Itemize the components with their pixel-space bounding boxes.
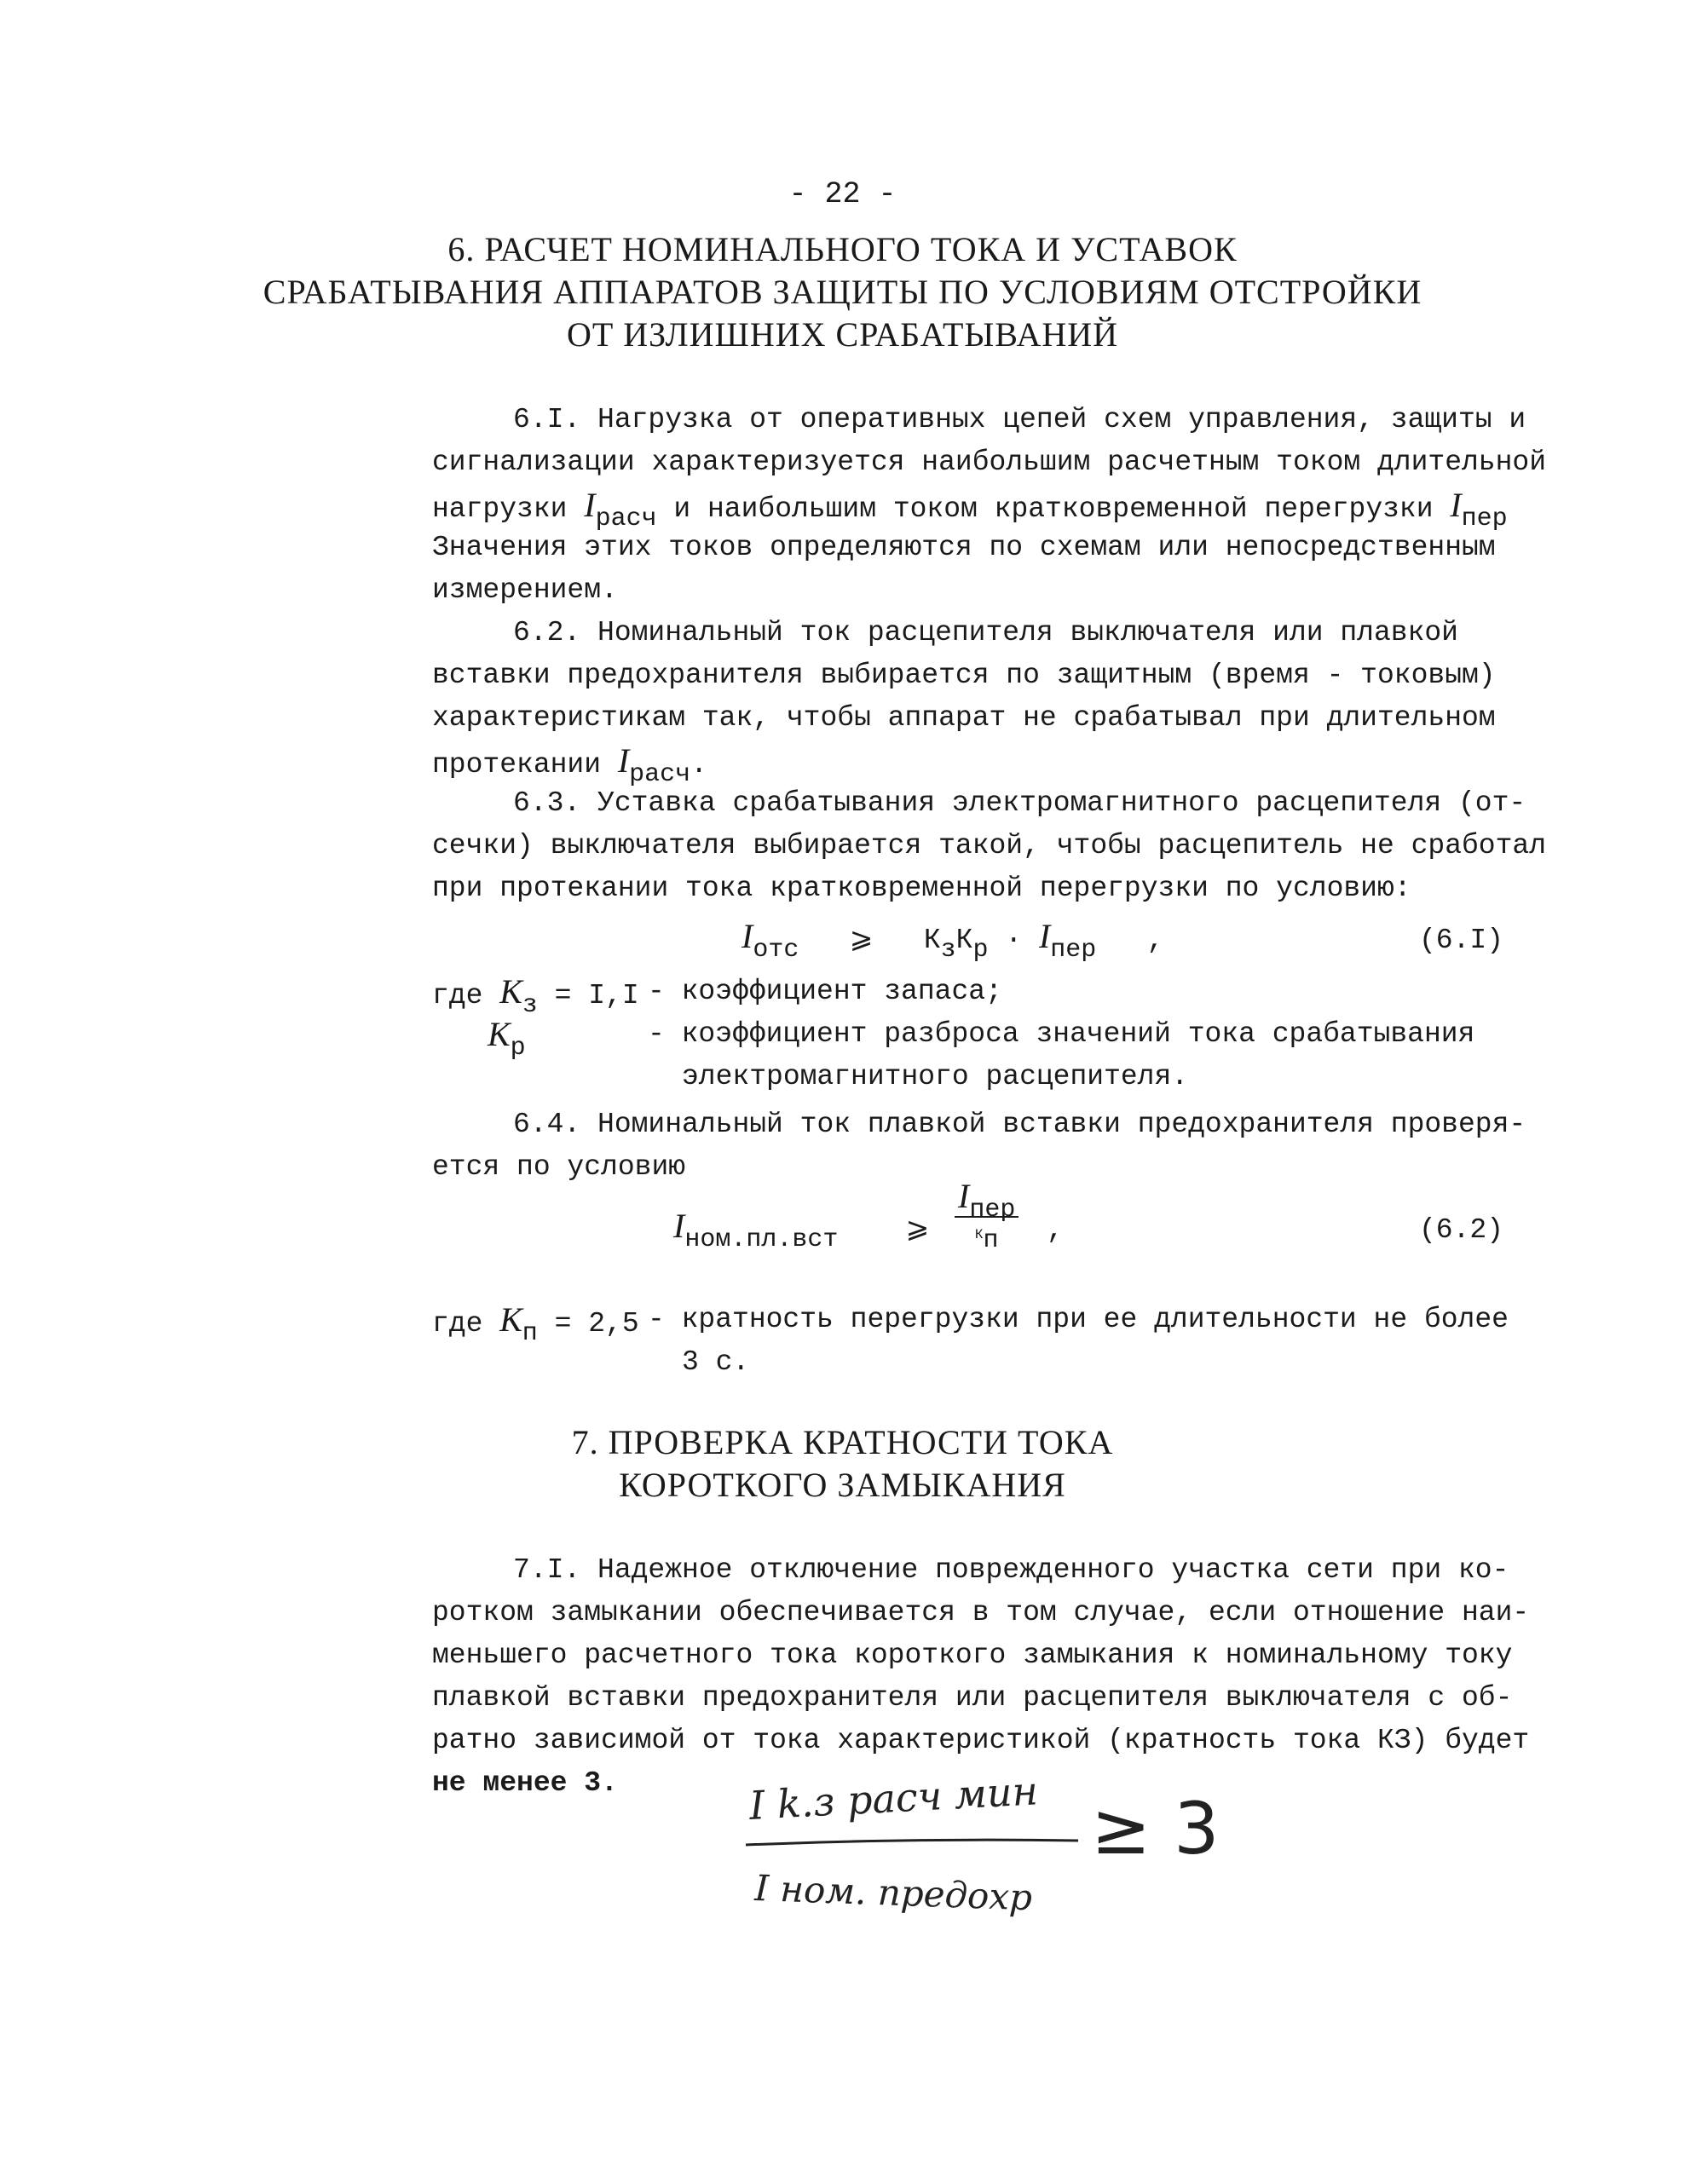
where-kp-symbol: $К_р$ xyxy=(488,1015,526,1063)
text-line: 6.I. Нагрузка от оперативных цепей схем управления, защиты и xyxy=(513,404,1526,435)
text-line: 7.I. Надежное отключение поврежденного участка сети при ко- xyxy=(513,1554,1509,1586)
page-number: - 22 - xyxy=(788,177,897,211)
text-line: нагрузки $I_{расч}$ и наибольшим током кратковременной перегрузки $I_{пер}$ xyxy=(432,486,1508,533)
where-kn-desc-line1: - кратность перегрузки при ее длительности не более xyxy=(648,1304,1509,1335)
section-6-title-line: 6. РАСЧЕТ НОМИНАЛЬНОГО ТОКА И УСТАВОК xyxy=(447,230,1238,268)
symbol-i: I xyxy=(617,741,630,780)
text-line: Значения этих токов определяются по схемам или непосредственным xyxy=(432,532,1496,563)
text-line: плавкой вставки предохранителя или расцепителя выключателя с об- xyxy=(432,1682,1513,1714)
text-line: 6.4. Номинальный ток плавкой вставки предохранителя проверя- xyxy=(513,1109,1526,1140)
paragraph-6-1 xyxy=(432,399,1587,612)
where-k3: где $К_з = I,I$ xyxy=(432,972,639,1020)
text-line: 6.3. Уставка срабатывания электромагнитного расцепителя (от- xyxy=(513,787,1526,819)
handwritten-fraction-bar xyxy=(746,1840,1078,1845)
formula-6-2-left: $I_{ном.пл.вст}$ ⩾ xyxy=(673,1207,930,1254)
text-line: ратно зависимой от тока характеристикой (кратность тока КЗ) будет xyxy=(432,1725,1530,1756)
text-line: измерением. xyxy=(432,574,618,606)
text-line: не менее 3. xyxy=(432,1767,618,1799)
paragraph-6-2 xyxy=(432,612,1587,789)
symbol-i: I xyxy=(584,486,596,524)
where-kp-desc-line2: электромагнитного расцепителя. xyxy=(682,1061,1189,1092)
text-line: характеристикам так, чтобы аппарат не срабатывал при длительном xyxy=(432,702,1496,734)
section-7-title-line: КОРОТКОГО ЗАМЫКАНИЯ xyxy=(619,1466,1066,1504)
formula-6-2-fraction: $I_{пер}$ $К_п$ xyxy=(955,1176,1019,1247)
equation-number-6-2: (6.2) xyxy=(1419,1214,1504,1246)
where-kp-desc-line1: - коэффициент разброса значений тока срабатывания xyxy=(648,1018,1475,1050)
text-line: при протекании тока кратковременной перегрузки по условию: xyxy=(432,873,1411,904)
handwritten-relation: ≥ 3 xyxy=(1091,1787,1220,1870)
where-kn-desc-line2: 3 с. xyxy=(682,1346,750,1378)
where-k3-desc: - коэффициент запаса; xyxy=(648,976,1002,1007)
text-line: протекании $I_{расч}$. xyxy=(432,741,707,789)
handwritten-denominator: I ном. предохр xyxy=(753,1867,1033,1919)
symbol-i: I xyxy=(1450,486,1462,524)
where-kn: где $К_п = 2,5$ xyxy=(432,1300,639,1348)
handwritten-numerator: I k.з расч мин xyxy=(747,1767,1040,1829)
text-line: ется по условию xyxy=(432,1151,686,1183)
handwritten-formula xyxy=(742,1760,1270,1939)
text-line: сечки) выключателя выбирается такой, чтобы расцепитель не сработал xyxy=(432,830,1547,861)
paragraph-6-3 xyxy=(432,782,1587,910)
text-line: меньшего расчетного тока короткого замыкания к номинальному току xyxy=(432,1639,1513,1671)
text-line: сигнализации характеризуется наибольшим расчетным током длительной xyxy=(432,447,1547,478)
section-6-title-line: СРАБАТЫВАНИЯ АППАРАТОВ ЗАЩИТЫ ПО УСЛОВИЯМ ОТСТРОЙКИ xyxy=(263,273,1422,311)
text-line: ротком замыкании обеспечивается в том случае, если отношение наи- xyxy=(432,1597,1530,1628)
section-7-title-line: 7. ПРОВЕРКА КРАТНОСТИ ТОКА xyxy=(571,1423,1114,1461)
section-6-title-line: ОТ ИЗЛИШНИХ СРАБАТЫВАНИЙ xyxy=(566,315,1119,354)
text-line: вставки предохранителя выбирается по защитным (время - токовым) xyxy=(432,660,1496,691)
formula-6-1: $I_{отс}$ ⩾ $К_зК_р \cdot I_{пер}$ , xyxy=(742,917,1164,965)
equation-number-6-1: (6.I) xyxy=(1419,925,1504,956)
formula-6-2-comma: , xyxy=(1047,1214,1064,1246)
text-line: 6.2. Номинальный ток расцепителя выключателя или плавкой xyxy=(513,617,1458,648)
section-6-heading xyxy=(0,228,1685,356)
section-7-heading xyxy=(0,1421,1685,1507)
